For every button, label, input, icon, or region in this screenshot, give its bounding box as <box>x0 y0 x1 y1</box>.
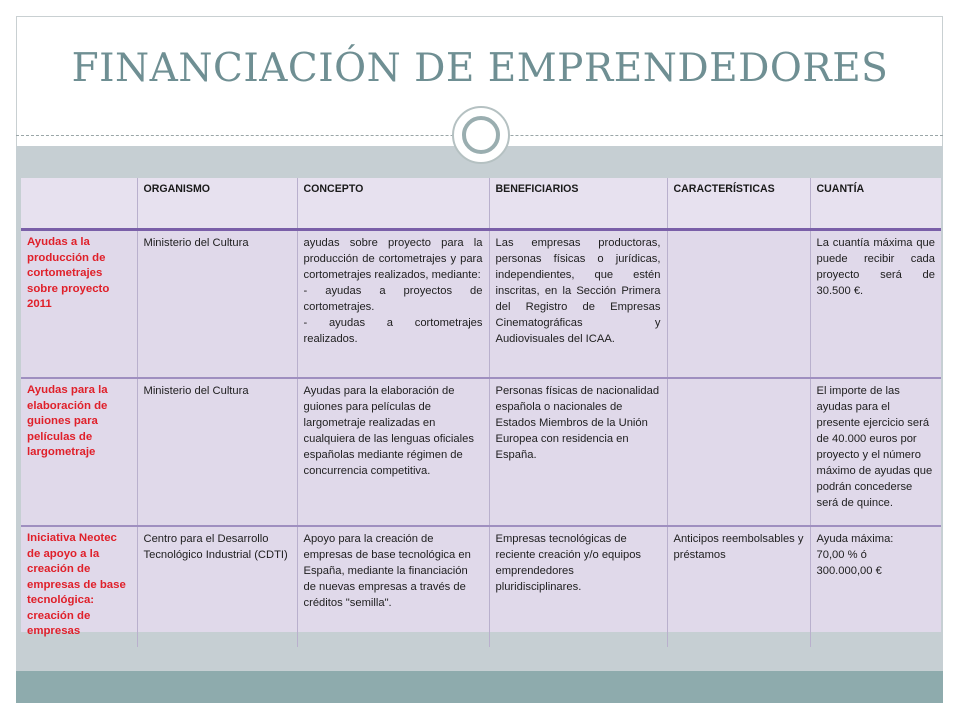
cell-caracteristicas: Anticipos reembolsables y préstamos <box>667 526 810 647</box>
concepto-line: - ayudas a cortometrajes realizados. <box>303 317 483 345</box>
cell-beneficiarios: Empresas tecnológicas de reciente creación y/o equipos emprendedores pluridisciplinares. <box>489 526 667 647</box>
cell-caracteristicas <box>667 378 810 526</box>
cell-concepto <box>297 526 489 647</box>
row-title: Ayudas a la producción de cortometrajes sobre proyecto 2011 <box>21 230 137 379</box>
header-organismo: ORGANISMO <box>137 178 297 230</box>
cell-concepto <box>297 230 489 379</box>
table-row <box>21 230 941 379</box>
cell-organismo: Centro para el Desarrollo Tecnológico Industrial (CDTI) <box>137 526 297 647</box>
cell-cuantia <box>810 526 941 647</box>
cell-cuantia: La cuantía máxima que puede recibir cada proyecto será de 30.500 €. <box>810 230 941 379</box>
concepto-line: Apoyo para la creación de empresas de base tecnológica en España, mediante la financiación de nuevas empresas a través de créditos "semilla". <box>303 533 471 609</box>
cell-beneficiarios: Las empresas productoras, personas físicas o jurídicas, independientes, que estén inscritas, en la Sección Primera del Registro de Empresas Cinematográficas y Audiovisuales del ICAA. <box>489 230 667 379</box>
cuantia-line: 300.000,00 € <box>816 565 882 577</box>
slide-title: FINANCIACIÓN DE EMPRENDEDORES <box>71 46 889 91</box>
header-concepto: CONCEPTO <box>297 178 489 230</box>
row-title: Ayudas para la elaboración de guiones para películas de largometraje <box>21 378 137 526</box>
cell-caracteristicas <box>667 230 810 379</box>
cell-beneficiarios: Personas físicas de nacionalidad española o nacionales de Estados Miembros de la Unión Europea con residencia en España. <box>489 378 667 526</box>
funding-table-container <box>21 178 941 637</box>
cell-organismo: Ministerio del Cultura <box>137 230 297 379</box>
concepto-line: Ayudas para la elaboración de guiones para películas de largometraje realizadas en cualquiera de las lenguas oficiales españolas mediante régimen de concurrencia competitiva. <box>303 385 474 477</box>
cuantia-line: Ayuda máxima: <box>816 533 894 545</box>
cuantia-line: 70,00 % ó <box>816 549 867 561</box>
table-row <box>21 526 941 647</box>
decorative-ring-icon <box>462 116 500 154</box>
cell-concepto <box>297 378 489 526</box>
header-cuantia: CUANTÍA <box>810 178 941 230</box>
header-beneficiarios: BENEFICIARIOS <box>489 178 667 230</box>
table-row <box>21 378 941 526</box>
concepto-line: ayudas sobre proyecto para la producción de cortometrajes y para cortometrajes realizados, mediante: <box>303 237 483 281</box>
concepto-line: - ayudas a proyectos de cortometrajes. <box>303 285 483 313</box>
header-empty <box>21 178 137 230</box>
decorative-circle-icon <box>452 106 510 164</box>
cell-organismo: Ministerio del Cultura <box>137 378 297 526</box>
table-header-row <box>21 178 941 230</box>
funding-table <box>21 178 941 647</box>
cell-cuantia: El importe de las ayudas para el presente ejercicio será de 40.000 euros por proyecto y el número máximo de ayudas que podrán concederse será de quince. <box>810 378 941 526</box>
header-caracteristicas: CARACTERÍSTICAS <box>667 178 810 230</box>
footer-band <box>16 671 943 703</box>
row-title: Iniciativa Neotec de apoyo a la creación de empresas de base tecnológica: creación de empresas <box>27 532 126 637</box>
